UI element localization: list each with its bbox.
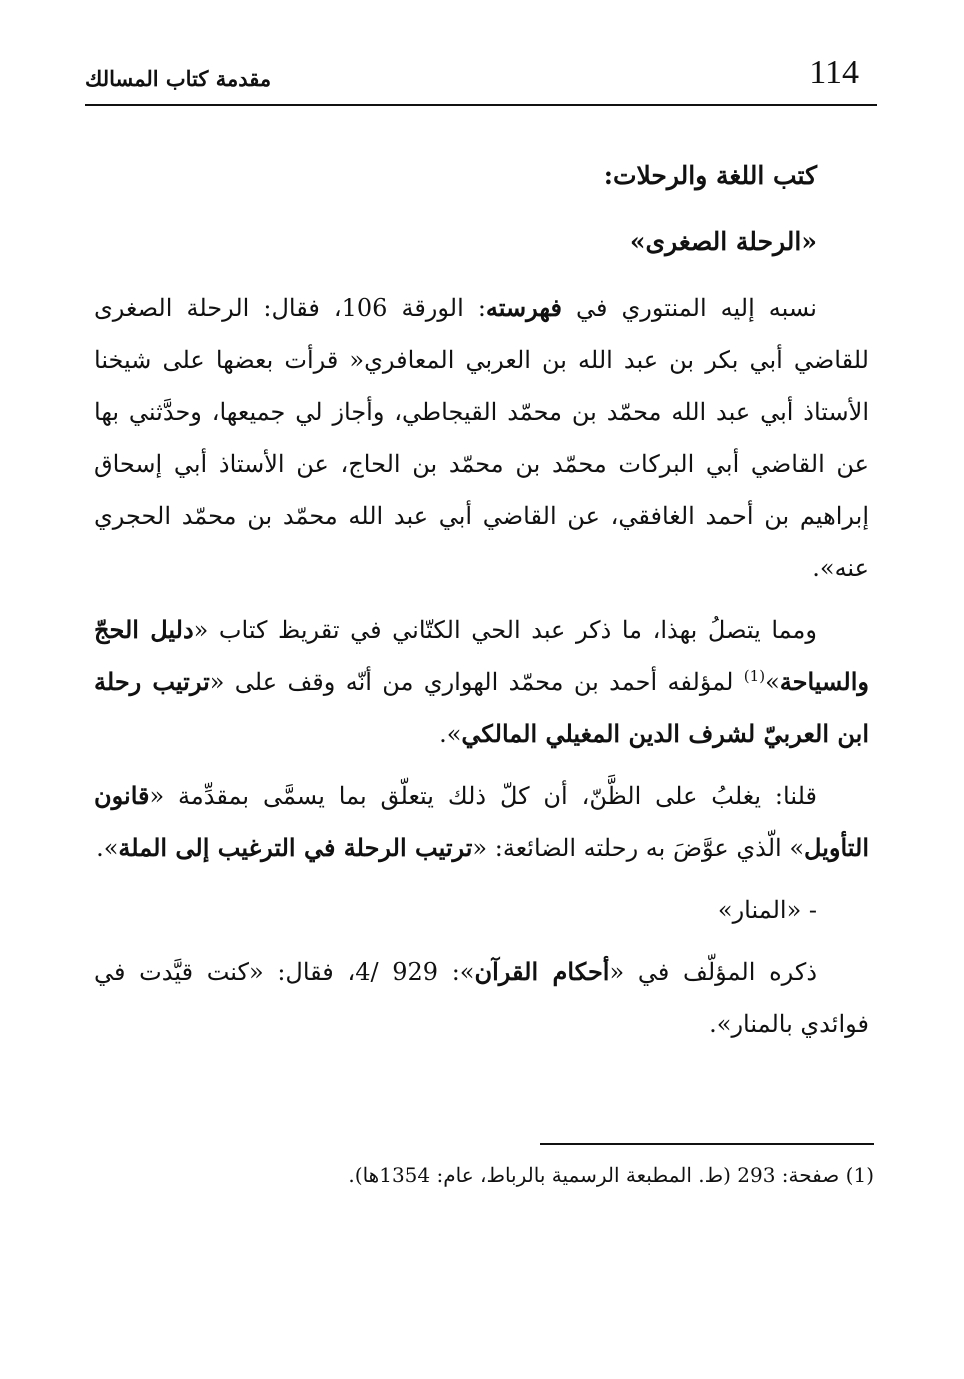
p2-text-4: ». bbox=[439, 720, 462, 748]
page-number: 114 bbox=[809, 54, 859, 91]
paragraph-qanun bbox=[94, 770, 869, 874]
page-header bbox=[85, 52, 877, 102]
header-rule bbox=[85, 104, 877, 106]
p2-text-2: » bbox=[765, 668, 780, 696]
p2-book-title-tartib: ترتيب رحلة ابن العربيّ لشرف الدين المغيلي المالكي bbox=[94, 667, 869, 748]
p2-text-3: لمؤلفه أحمد بن محمّد الهواري من أنّه وقف على « bbox=[209, 668, 744, 696]
p1-text-2: : الورقة 106، فقال: الرحلة الصغرى للقاضي أبي بكر بن عبد الله بن العربي المعافري« قرأت بعضها على شيخنا الأستاذ أبي عبد الله محمّد بن محمّد القيجاطي، وأجاز لي جميعها، وحدَّثني بها عن القاضي أبي البركات محمّد بن محمّد بن الحاج، عن الأستاذ أبي إسحاق إبراهيم بن أحمد الغافقي، عن القاضي أبي عبد الله محمّد بن محمّد الحجري عنه». bbox=[94, 294, 869, 582]
manar-text-2: »: bbox=[438, 958, 475, 986]
main-content bbox=[94, 150, 869, 1060]
manar-book-title-ahkam: أحكام القرآن bbox=[474, 957, 610, 986]
paragraph-kattani bbox=[94, 604, 869, 760]
book-heading-manar: - «المنار» bbox=[717, 896, 817, 924]
paragraph-manar bbox=[94, 946, 869, 1050]
footnote-reference[interactable]: (1) bbox=[743, 667, 766, 685]
manar-text-3: ، فقال: «كنت قيَّدت في فوائدي بالمنار». bbox=[94, 958, 869, 1038]
footnote bbox=[99, 1160, 874, 1190]
p3-book-title-qanun: قانون التأويل bbox=[94, 781, 869, 862]
footnote-text: صفحة: 293 (ط. المطبعة الرسمية بالرباط، عام: 1354ها). bbox=[348, 1163, 846, 1187]
book-heading-rihla: «الرحلة الصغرى» bbox=[629, 227, 817, 256]
p1-text-1: نسبه إليه المنتوري في bbox=[561, 294, 817, 322]
p3-text-2: » الّذي عوَّضَ به رحلته الضائعة: « bbox=[472, 834, 805, 862]
p2-text-1: ومما يتصلُ بهذا، ما ذكر عبد الحي الكتّاني في تقريظ كتاب « bbox=[193, 616, 817, 644]
p2-book-title-dalil: دليل الحجّ والسياحة bbox=[94, 615, 869, 696]
running-title: مقدمة كتاب المسالك bbox=[85, 66, 272, 91]
p3-book-title-tartib-rihla: ترتيب الرحلة في الترغيب إلى الملة bbox=[118, 833, 473, 862]
manar-text-1: ذكره المؤلّف في « bbox=[609, 958, 818, 986]
p1-fihrist-title: فهرسته bbox=[485, 293, 562, 322]
paragraph-rihla-source bbox=[94, 282, 869, 594]
manar-reference: 4/ 929 bbox=[355, 958, 439, 986]
footnote-number: (1) bbox=[845, 1163, 874, 1187]
p3-text-3: ». bbox=[96, 834, 119, 862]
footnote-rule bbox=[540, 1143, 874, 1145]
p3-text-1: قلنا: يغلبُ على الظَّنّ، أن كلّ ذلك يتعلّق بما يسمَّى بمقدِّمة « bbox=[149, 782, 817, 810]
section-heading: كتب اللغة والرحلات: bbox=[603, 161, 817, 190]
